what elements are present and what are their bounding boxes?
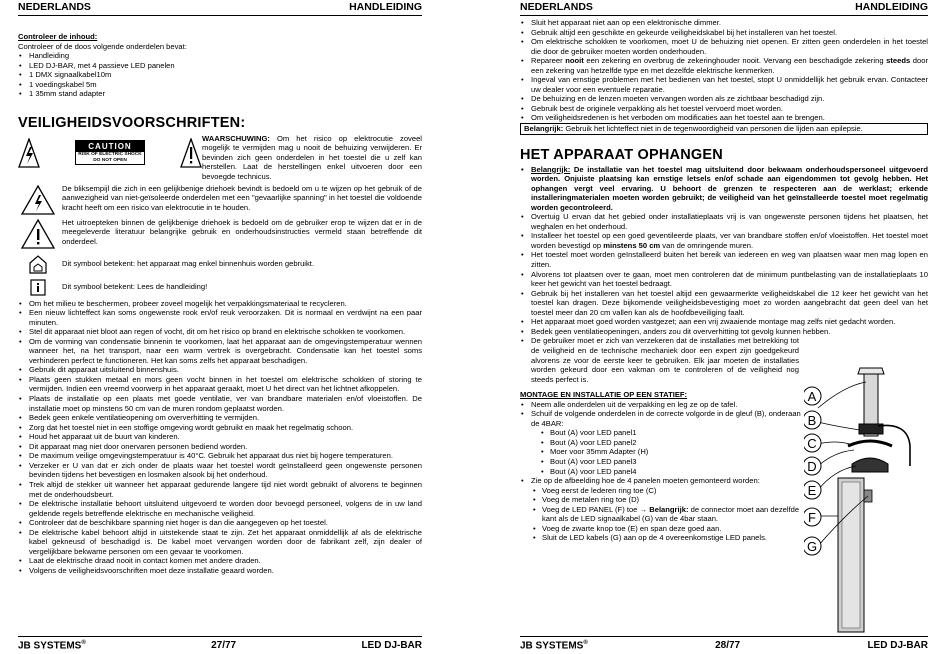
steps-intro-list <box>520 476 810 486</box>
page-number: 28/77 <box>715 640 741 651</box>
list-item: • Zie op de afbeelding hoe de 4 panelen moeten gemonteerd worden: <box>531 476 810 486</box>
list-item: • 1 DMX signaalkabel10m <box>29 70 422 80</box>
safety-title: VEILIGHEIDSVOORSCHRIFTEN: <box>18 114 246 131</box>
epilepsy-note: Belangrijk: Gebruik het lichteffect niet in de tegenwoordigheid van personen die lijden aan epilepsie. <box>520 123 928 135</box>
left-page <box>18 0 422 654</box>
list-item: • Om de vorming van condensatie binnenin te voorkomen, laat het apparaat aan de omgevingstemperatuur wennen wanneer het, na het transport, naar een warm vertrek is overgebracht. Condensatie kan het toestel soms verhinderen perfect te functioneren. Het kan soms zelfs het apparaat beschadigen. <box>29 337 422 366</box>
list-item: • Alvorens tot plaatsen over te gaan, moet men controleren dat de minimum puntbelasting van de installatieplaats 10 keer het gewicht van het toestel bedraagt. <box>531 270 928 289</box>
svg-text:D: D <box>807 459 817 474</box>
right-page <box>520 0 928 654</box>
bolt-row <box>18 184 422 216</box>
list-item: • Het apparaat moet goed worden vastgezet; aan een vrij zwaaiende montage mag zelfs niet gedacht worden. <box>531 317 928 327</box>
svg-text:G: G <box>806 539 818 554</box>
list-item: • Ingeval van ernstige problemen met het bedienen van het toestel, stopt U onmiddellijk het gebruik ervan. Contacteer uw dealer voor een eventuele reparatie. <box>531 75 928 94</box>
caution-line1: RISK OF ELECTRIC SHOCK <box>78 152 142 158</box>
list-item: • Repareer nooit een zekering en overbrug de zekeringhouder nooit. Vervang een beschadigde zekering steeds door een zekering van hetzelfde type en met dezelfde elektrische kenmerken. <box>531 56 928 75</box>
contents-list <box>18 51 422 99</box>
lightning-warning-icon <box>18 138 40 168</box>
page-header <box>18 0 422 16</box>
lightning-triangle-icon <box>18 184 58 216</box>
list-item: • Sluit de LED kabels (G) aan op de 4 overeenkomstige LED panels. <box>542 533 810 543</box>
diagram-label-g <box>804 537 821 555</box>
indoor-text: Dit symbool betekent: het apparaat mag enkel binnenhuis worden gebruikt. <box>62 258 315 268</box>
svg-text:E: E <box>807 483 817 498</box>
indoor-use-house-icon <box>18 253 58 275</box>
hang-list <box>520 165 928 385</box>
hang-title: HET APPARAAT OPHANGEN <box>520 146 723 163</box>
list-item: • Volgens de veiligheidsvoorschriften moet deze installatie geaard worden. <box>29 566 422 576</box>
list-item: • De gebruiker moet er zich van verzekeren dat de installaties met betrekking tot de veiligheid en de technische mechaniek door een expert zijn goedgekeurd alvorens ze voor de eerste keer te gebruiken. Elk jaar moeten de installaties worden gekeurd door een vakman om te controleren of de veiligheid nog steeds perfect is. <box>531 336 799 384</box>
diagram-label-b <box>804 411 821 429</box>
list-item: • Installeer het toestel op een goed geventileerde plaats, ver van brandbare stoffen en/of vloeistoffen. Het toestel moet worden bevestigd op minstens 50 cm van de omringende muren. <box>531 231 928 250</box>
header-language: NEDERLANDS <box>520 1 593 13</box>
page-number: 27/77 <box>211 640 237 651</box>
read-manual-icon <box>18 277 58 297</box>
list-item: • Gebruik best de originele verpakking als het toestel vervoerd moet worden. <box>531 104 928 114</box>
list-item: • Overtuig U ervan dat het gebied onder installatieplaats vrij is van ongewenste personen tijdens het plaatsen, het weghalen en het onderhoud. <box>531 212 928 231</box>
safety-list <box>18 299 422 576</box>
list-item: • Gebruik altijd een geschikte en gekeurde veiligheidskabel bij het installeren van het toestel. <box>531 28 928 38</box>
warning-paragraph <box>202 134 422 182</box>
list-item: • Om elektrische schokken te voorkomen, moet U de behuizing niet openen. Er zitten geen onderdelen in het toestel die door de gebruiker moeten worden onderhouden. <box>531 37 928 56</box>
read-manual-text: Dit symbool betekent: Lees de handleiding! <box>62 281 208 291</box>
list-item: • Gebruik dit apparaat uitsluitend binnenshuis. <box>29 365 422 375</box>
header-title: HANDLEIDING <box>855 1 928 13</box>
contents-heading: Controleer de inhoud: <box>18 32 98 41</box>
exclamation-warning-icon <box>180 138 202 168</box>
list-item: • Trek altijd de stekker uit wanneer het apparaat gedurende langere tijd niet wordt gebruikt of alvorens te beginnen met de onderhoudsbeurt. <box>29 480 422 499</box>
list-item: • Belangrijk: De installatie van het toestel mag uitsluitend door bekwaam onderhoudspersoneel uitgevoerd worden. Onjuiste plaatsing kan ernstige letsels en/of schade aan eigendommen tot gevolg hebben. Het ophangen vergt veel ervaring. U behoort de grenzen te respecteren aan de werklast; erkende installeringmaterialen moeten worden gebruikt; de veiligheid van het geïnstalleerde toestel moet regelmatig worden gecontroleerd. <box>531 165 928 213</box>
ring-piece <box>848 441 892 446</box>
list-item: • De elektrische installatie behoort uitsluitend uitgevoerd te worden door bevoegd personeel, volgens de in uw land geldende regels betreffende elektrische en mechanische veiligheid. <box>29 499 422 518</box>
footer-brand: JB SYSTEMS® <box>18 640 86 652</box>
safety-list-continued <box>520 18 928 123</box>
footer-product: LED DJ-BAR <box>867 640 928 651</box>
list-item: • Bout (A) voor LED panel4 <box>550 467 810 477</box>
list-item: • Schuif de volgende onderdelen in de correcte volgorde in de gleuf (B), onderaan de 4BAR: <box>531 409 810 428</box>
list-item: • Gebruik bij het installeren van het toestel altijd een gewaarmerkte veiligheidskabel die 12 keer het gewicht van het toestel kan dragen. Deze bijkomende veiligheidsbevestiging moet zo worden aangebracht dat geen deel van het toestel meer dan 20 cm vallen kan als de hoofdbeveiliging faalt. <box>531 289 928 318</box>
page-footer <box>18 636 422 651</box>
exclamation-triangle-icon <box>18 218 58 250</box>
list-item: • Laat de elektrische draad nooit in contact komen met andere draden. <box>29 556 422 566</box>
list-item: • Handleiding <box>29 51 422 61</box>
caution-label: CAUTION <box>76 141 144 152</box>
exclamation-text: Het uitroepteken binnen de gelijkbenige driehoek is bedoeld om de gebruiker erop te wijzen dat er in de meegeleverde literatuur belangrijke gebruik en onderhoudsinstructies vermeld staan betreffende dit onderdeel. <box>62 217 422 246</box>
list-item: • Bedek geen enkele ventilatieopening om oververhitting te vermijden. <box>29 413 422 423</box>
list-item: • De maximum veilige omgevingstemperatuur is 40°C. Gebruik het apparaat dus niet bij hogere temperaturen. <box>29 451 422 461</box>
list-item: • Stel dit apparaat niet bloot aan regen of vocht, dit om het risico op brand en elektrische schokken te voorkomen. <box>29 327 422 337</box>
list-item: • Voeg eerst de lederen ring toe (C) <box>542 486 810 496</box>
list-item: • Een nieuw lichteffect kan soms ongewenste rook en/of reuk veroorzaken. Dit is normaal en verdwijnt na een paar minuten. <box>29 308 422 327</box>
svg-text:C: C <box>807 436 817 451</box>
list-item: • Bout (A) voor LED panel3 <box>550 457 810 467</box>
contents-section <box>18 32 422 99</box>
caution-label-group <box>18 134 202 168</box>
svg-text:A: A <box>807 389 817 404</box>
list-item: • Bedek geen ventilatieopeningen, anders zou dit oververhitting tot gevolg kunnen hebben. <box>531 327 928 337</box>
list-item: • 1 voedingskabel 5m <box>29 80 422 90</box>
list-item: • Zorg dat het toestel niet in een stoffige omgeving wordt gebruikt en maak het regelmatig schoon. <box>29 423 422 433</box>
list-item: • Voeg de LED PANEL (F) toe → Belangrijk: de connector moet aan dezelfde kant als de LED signaalkabel (G) van de 4bar staan. <box>542 505 810 524</box>
page-header <box>520 0 928 16</box>
exclamation-row <box>18 218 422 250</box>
mount-title: MONTAGE EN INSTALLATIE OP EEN STATIEF: <box>520 390 688 400</box>
list-item: • Sluit het apparaat niet aan op een elektronische dimmer. <box>531 18 928 28</box>
parts-list <box>520 428 810 476</box>
diagram-label-a <box>804 387 821 405</box>
list-item: • Dit apparaat mag niet door onervaren personen bediend worden. <box>29 442 422 452</box>
contents-intro: Controleer of de doos volgende onderdelen bevat: <box>18 41 187 51</box>
mount-section <box>520 390 810 543</box>
page-footer <box>520 636 928 651</box>
list-item: • Plaats geen stukken metaal en mors geen vocht binnen in het toestel om elektrische schokken of storing te vermijden. Indien een vreemd voorwerp in het apparaat geraakt, moet U het direct van het lichtnet afkoppelen. <box>29 375 422 394</box>
list-item: • Neem alle onderdelen uit de verpakking en leg ze op de tafel. <box>531 400 810 410</box>
list-item: • Verzeker er U van dat er zich onder de plaats waar het toestel wordt geïnstalleerd geen ongewenste personen bevinden tijdens het bevestigen en losmaken alsook bij het onderhoud. <box>29 461 422 480</box>
svg-text:F: F <box>808 510 816 525</box>
steps-list <box>520 486 810 543</box>
caution-sticker <box>75 140 145 165</box>
list-item: • Houd het apparaat uit de buurt van kinderen. <box>29 432 422 442</box>
diagram-label-f <box>804 508 821 526</box>
mount-list <box>520 400 810 429</box>
bolt-text: De bliksempijl die zich in een gelijkbenige driehoek bevindt is bedoeld om u te wijzen op het gebruik of de aanwezigheid van niet-geïsoleerde onderdelen met een "gevaarlijke spanning" in het toestel die voldoende kracht heeft om een risico van elektrocutie in te houden. <box>62 183 422 212</box>
read-manual-row <box>18 277 422 297</box>
list-item: • LED DJ-BAR, met 4 passieve LED panelen <box>29 61 422 71</box>
warning-label: WAARSCHUWING: <box>202 133 270 143</box>
header-title: HANDLEIDING <box>349 1 422 13</box>
warning-row <box>18 134 422 182</box>
list-item: • De behuizing en de lenzen moeten vervangen worden als ze zichtbaar beschadigd zijn. <box>531 94 928 104</box>
list-item: • Voeg de zwarte knop toe (E) en span deze goed aan. <box>542 524 810 534</box>
knob-piece <box>852 458 888 472</box>
svg-text:B: B <box>807 413 817 428</box>
list-item: • Controleer dat de beschikbare spanning niet hoger is dan die aangegeven op het toestel. <box>29 518 422 528</box>
diagram-label-c <box>804 434 821 452</box>
diagram-label-e <box>804 481 821 499</box>
diagram-label-d <box>804 457 821 475</box>
list-item: • De elektrische kabel behoort altijd in uitstekende staat te zijn. Zet het apparaat onmiddellijk af als de elektrische kabel gekneusd of beschadigd is. De kabel moet vervangen worden door de fabrikant zelf, zijn dealer of vergelijkbare bekwame personen om een gevaar te voorkomen. <box>29 528 422 557</box>
list-item: • Plaats de installatie op een plaats met goede ventilatie, ver van brandbare materialen en/of vloeistoffen. De installatie moet op minstens 50 cm van de muren rondom geplaatst worden. <box>29 394 422 413</box>
list-item: • Moer voor 35mm Adapter (H) <box>550 447 810 457</box>
mounting-diagram <box>804 366 928 634</box>
list-item: • Om het milieu te beschermen, probeer zoveel mogelijk het verpakkingsmateriaal te recycleren. <box>29 299 422 309</box>
list-item: • 1 35mm stand adapter <box>29 89 422 99</box>
header-language: NEDERLANDS <box>18 1 91 13</box>
list-item: • Om veiligheidsredenen is het verboden om modificaties aan het toestel aan te brengen. <box>531 113 928 123</box>
list-item: • Het toestel moet worden geïnstalleerd buiten het bereik van iedereen en weg van plaatsen waar men mag lopen en zitten. <box>531 250 928 269</box>
warning-text: Om het risico op elektrocutie zoveel mogelijk te vermijden mag u nooit de behuizing verwijderen. Er bevinden zich geen onderdelen in het toestel die u zelf kan herstellen. Laat de herstellingen enkel uitvoeren door een bevoegde technicus. <box>202 133 422 182</box>
list-item: • Bout (A) voor LED panel2 <box>550 438 810 448</box>
indoor-row <box>18 253 422 275</box>
footer-product: LED DJ-BAR <box>361 640 422 651</box>
list-item: • Bout (A) voor LED panel1 <box>550 428 810 438</box>
list-item: • Voeg de metalen ring toe (D) <box>542 495 810 505</box>
caution-line2: DO NOT OPEN <box>93 158 127 164</box>
footer-brand: JB SYSTEMS® <box>520 640 588 652</box>
